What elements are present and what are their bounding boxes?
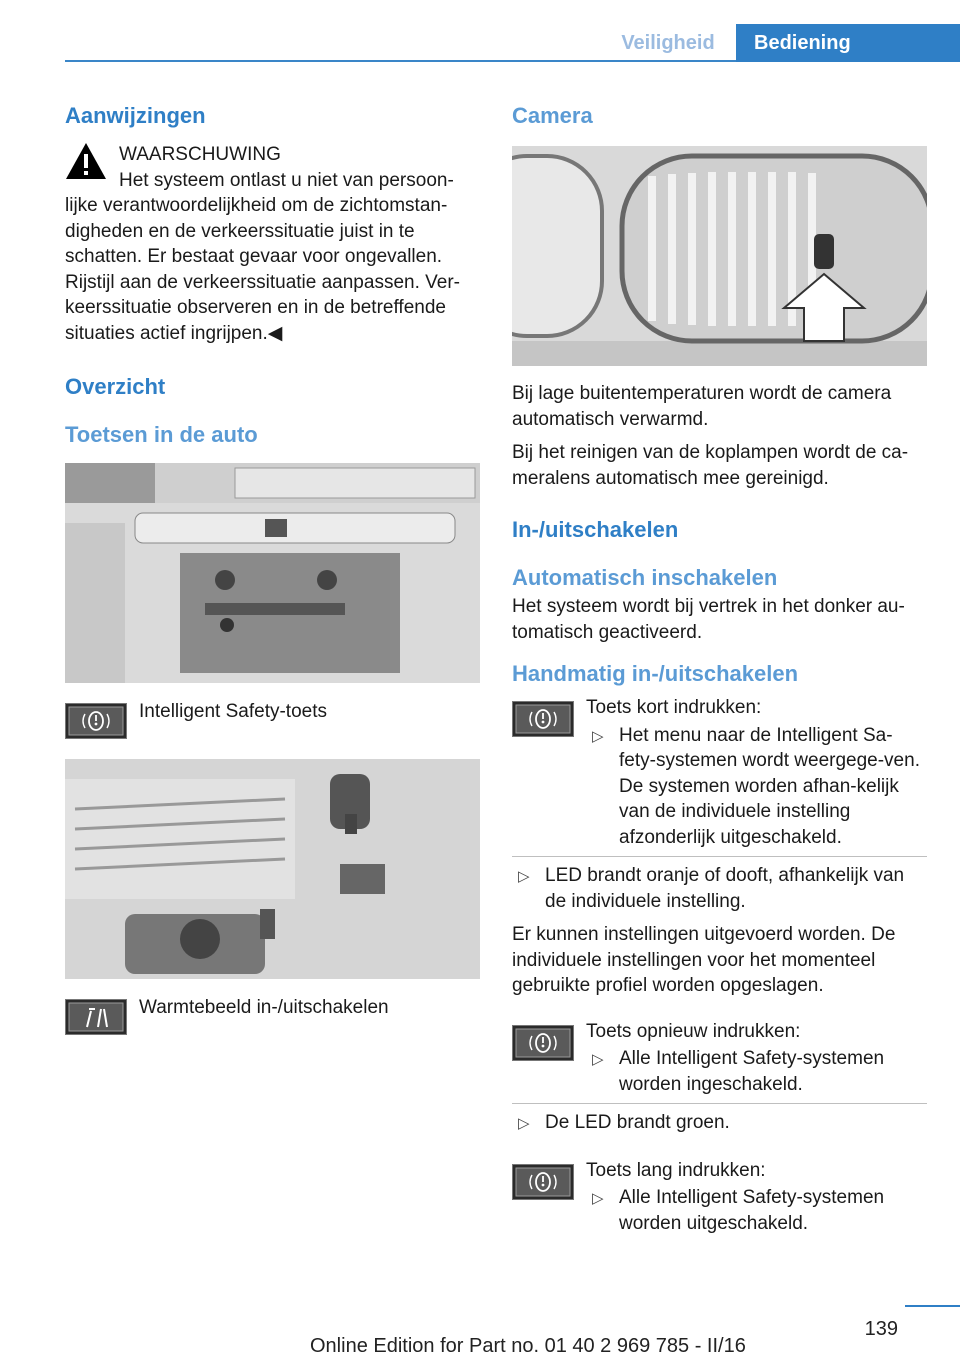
opnieuw-list xyxy=(586,1046,927,1097)
instellingen-paragraph: Er kunnen instellingen uitgevoerd worden. De individuele instellingen voor het momenteel gebruikte profiel worden opgeslagen. xyxy=(512,924,896,996)
warning-first-line: Het systeem ontlast u niet van persoon- xyxy=(119,169,454,191)
intelligent-safety-button-icon xyxy=(512,1164,574,1200)
separator xyxy=(512,856,927,857)
lang-list xyxy=(586,1185,927,1236)
kort-list xyxy=(586,723,927,851)
automatisch-paragraph: Het systeem wordt bij vertrek in het donker au-tomatisch geactiveerd. xyxy=(512,596,905,643)
key-opnieuw-block xyxy=(512,1019,927,1098)
lang-label: Toets lang indrukken: xyxy=(586,1159,766,1181)
separator xyxy=(512,1103,927,1104)
list-item: ▷ Alle Intelligent Safety-systemen worden uitgeschakeld. xyxy=(592,1187,885,1234)
kort-label: Toets kort indrukken: xyxy=(586,697,762,718)
heading-overzicht: Overzicht xyxy=(65,374,166,399)
tab-veiligheid[interactable]: Veiligheid xyxy=(621,32,715,54)
bullet-triangle-icon: ▷ xyxy=(592,1051,604,1068)
list-item: ▷ Alle Intelligent Safety-systemen worden ingeschakeld. xyxy=(592,1048,885,1095)
grille-camera-image xyxy=(512,146,927,366)
bullet-triangle-icon: ▷ xyxy=(518,868,530,885)
page-number: 139 xyxy=(864,1318,898,1340)
intelligent-safety-button-icon xyxy=(512,701,574,737)
left-column xyxy=(65,100,480,1035)
opnieuw-label: Toets opnieuw indrukken: xyxy=(586,1020,801,1042)
right-column xyxy=(512,100,927,1236)
intelligent-safety-button-icon xyxy=(65,703,127,739)
key-lang-block xyxy=(512,1158,927,1237)
edition-footer: Online Edition for Part no. 01 40 2 969 785 - II/16 xyxy=(310,1335,746,1357)
footer-rule xyxy=(905,1305,960,1307)
warning-text: lijke verantwoordelijkheid om de zichtomstan-digheden en de verkeerssituatie juist in te schatten. Er bestaat gevaar voor ongevallen. Rijstijl aan de verkeerssituatie aanpassen. Ver-keerssituatie observeren en in de betreffende situaties actief ingrijpen.◀ xyxy=(65,195,460,344)
heading-aanwijzingen: Aanwijzingen xyxy=(65,103,206,128)
dashboard-center-console-image xyxy=(65,463,480,683)
key-kort-block xyxy=(512,695,927,850)
bullet-triangle-icon: ▷ xyxy=(592,1190,604,1207)
camera-paragraph-2: Bij het reinigen van de koplampen wordt de ca-meralens automatisch mee gereinigd. xyxy=(512,442,909,489)
kort-list-2 xyxy=(512,863,927,914)
list-item: ▷ LED brandt oranje of dooft, afhankelijk van de individuele instelling. xyxy=(518,865,905,912)
camera-paragraph-1: Bij lage buitentemperaturen wordt de camera automatisch verwarmd. xyxy=(512,383,892,430)
night-vision-button-icon xyxy=(65,999,127,1035)
tab-bediening[interactable]: Bediening xyxy=(736,24,960,62)
heading-camera: Camera xyxy=(512,103,593,128)
heading-handmatig: Handmatig in-/uitschakelen xyxy=(512,661,799,686)
heading-automatisch: Automatisch inschakelen xyxy=(512,565,778,590)
bullet-triangle-icon: ▷ xyxy=(518,1115,530,1132)
warning-title: WAARSCHUWING xyxy=(119,144,281,165)
key-intelligent-safety xyxy=(65,703,480,739)
key-intelligent-safety-label: Intelligent Safety-toets xyxy=(139,701,327,722)
key-thermal-image xyxy=(65,999,480,1035)
key-thermal-image-label: Warmtebeeld in-/uitschakelen xyxy=(139,997,389,1018)
opnieuw-list-2 xyxy=(512,1110,927,1136)
list-item: ▷ Het menu naar de Intelligent Sa-fety-systemen wordt weergege-ven. De systemen worden afhan-kelijk van de individuele instelling afzonderlijk uitgeschakeld. xyxy=(592,724,920,848)
heading-in-uitschakelen: In-/uitschakelen xyxy=(512,517,679,542)
intelligent-safety-button-icon xyxy=(512,1025,574,1061)
warning-block xyxy=(65,141,480,193)
list-item: ▷ De LED brandt groen. xyxy=(512,1110,927,1136)
warning-triangle-icon xyxy=(65,141,107,181)
bullet-triangle-icon: ▷ xyxy=(592,727,604,745)
heading-toetsen: Toetsen in de auto xyxy=(65,422,258,447)
headlight-switch-image xyxy=(65,759,480,979)
